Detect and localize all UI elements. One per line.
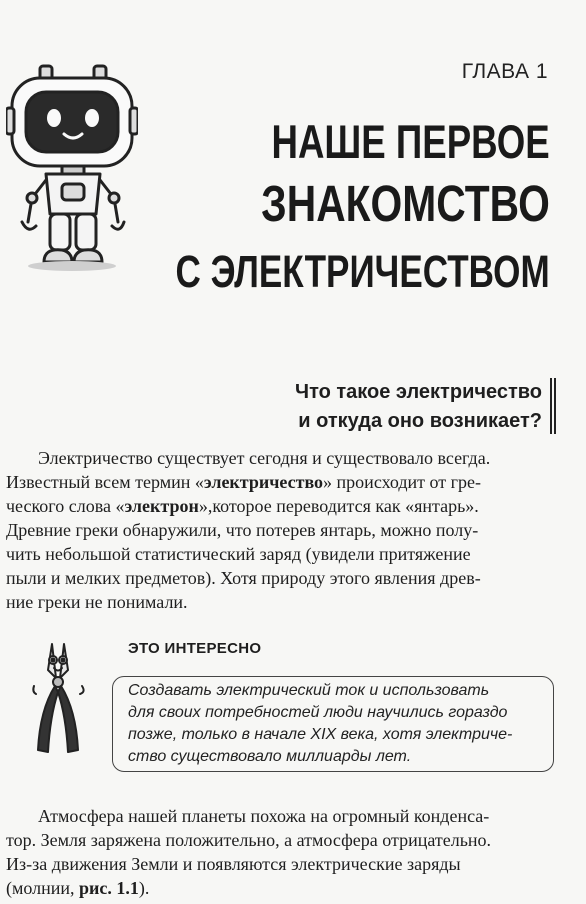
callout-line: позже, только в начале XIX века, хотя электриче-: [128, 726, 513, 743]
paragraph-line: ческого слова «электрон»,которое переводится как «янтарь».: [6, 496, 479, 516]
chapter-title-line-3: С ЭЛЕКТРИЧЕСТВОМ: [175, 246, 550, 297]
paragraph-line: Известный всем термин «электричество» происходит от гре-: [6, 472, 482, 492]
paragraph-line: чить небольшой статистический заряд (увидели притяжение: [6, 544, 471, 564]
paragraph-line: Атмосфера нашей планеты похожа на огромный конденса-: [38, 806, 490, 826]
chapter-title-line-2: ЗНАКОМСТВО: [261, 175, 550, 232]
paragraph-line: Древние греки обнаружили, что потерев янтарь, можно полу-: [6, 520, 479, 540]
paragraph-line: Электричество существует сегодня и существовало всегда.: [38, 448, 491, 468]
paragraph-line: ние греки не понимали.: [6, 592, 188, 612]
paragraph-line: тор. Земля заряжена положительно, а атмосфера отрицательно.: [6, 830, 492, 850]
section-heading-line-1: Что такое электричество: [295, 381, 542, 403]
callout-title: ЭТО ИНТЕРЕСНО: [128, 640, 262, 657]
section-heading-line-2: и откуда оно возникает?: [298, 410, 542, 432]
heading-rule: [550, 378, 552, 434]
paragraph-line: пыли и мелких предметов). Хотя природу этого явления древ-: [6, 568, 481, 588]
callout-line: для своих потребностей люди научились гораздо: [128, 704, 508, 721]
chapter-title-line-1: НАШЕ ПЕРВОЕ: [271, 115, 550, 168]
heading-rule: [554, 378, 556, 434]
paragraph-line: (молнии, рис. 1.1).: [6, 878, 150, 898]
chapter-label: ГЛАВА 1: [461, 60, 548, 83]
callout-line: ство существовало миллиарды лет.: [128, 748, 412, 765]
callout-line: Создавать электрический ток и использовать: [128, 682, 490, 699]
robot-illustration-icon: [6, 62, 138, 274]
figure-reference: рис. 1.1: [79, 878, 139, 898]
paragraph-line: Из-за движения Земли и появляются электрические заряды: [6, 854, 461, 874]
pliers-character-icon: [30, 640, 88, 758]
